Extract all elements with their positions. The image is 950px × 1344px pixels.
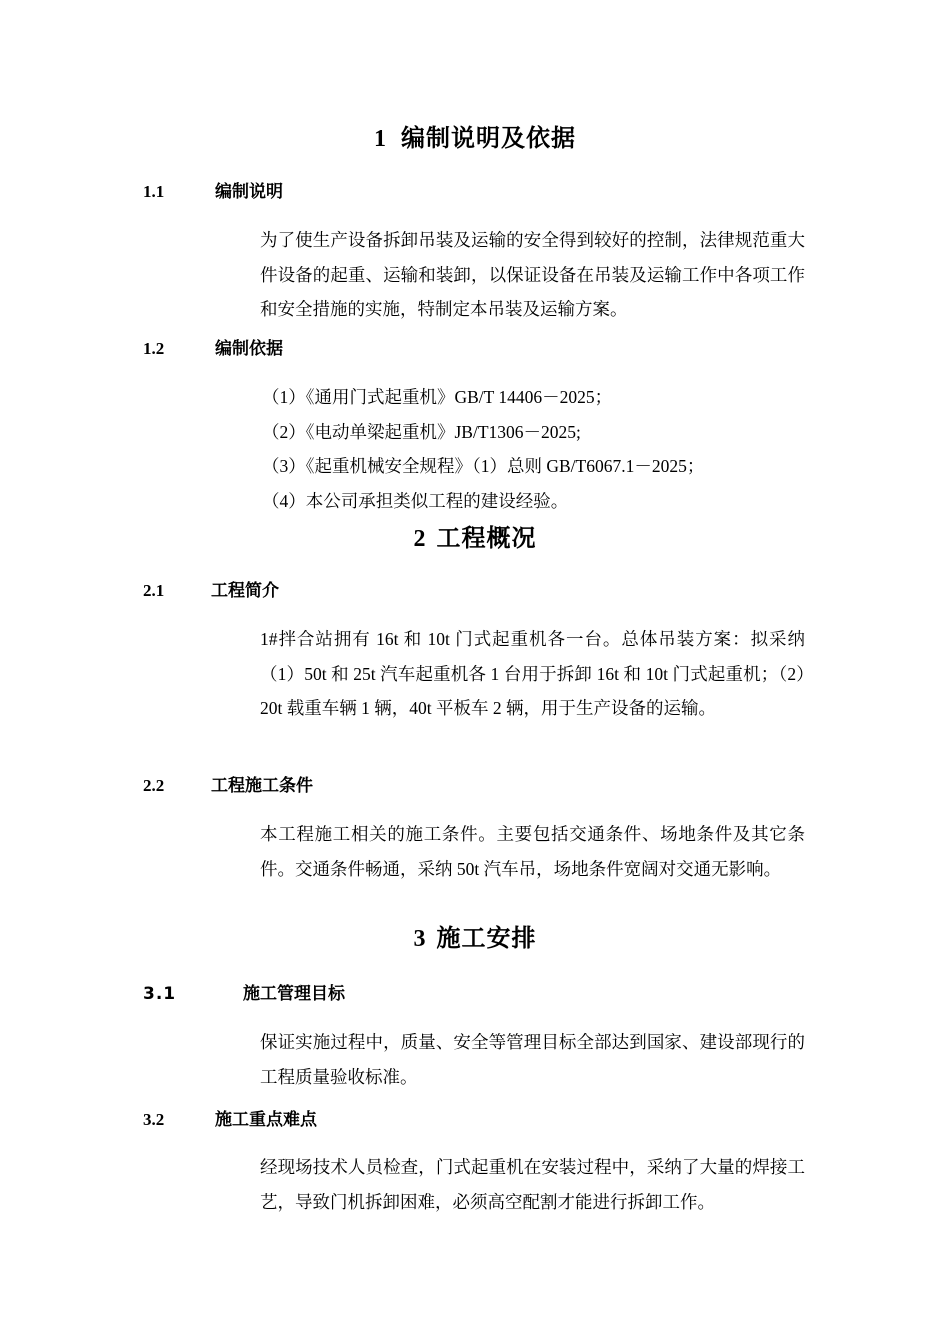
- chapter-title-text: 施工安排: [436, 926, 537, 952]
- section-number: 1.2: [143, 339, 165, 358]
- chapter-title-text: 工程概况: [436, 526, 537, 552]
- chapter-title-text: 编制说明及依据: [401, 126, 576, 152]
- list-item: （1）《通用门式起重机》GB/T 14406－2025；: [262, 387, 613, 407]
- section-title: 编制依据: [215, 339, 283, 358]
- list-item: （4）本公司承担类似工程的建设经验。: [262, 490, 569, 511]
- list-item: （3）《起重机械安全规程》（1）总则 GB/T6067.1－2025；: [262, 456, 705, 476]
- section-2-1-paragraph: 1#拌合站拥有 16t 和 10t 门式起重机各一台。总体吊装方案：拟采纳（1）50t 和 25t 汽车起重机各 1 台用于拆卸 16t 和 10t 门式起重机；（2）20t 载重车辆 1 辆，40t 平板车 2 辆，用于生产设备的运输。: [260, 629, 805, 718]
- chapter-number: 2: [413, 526, 427, 552]
- section-number: 3.1: [143, 984, 177, 1004]
- section-3-2-paragraph: 经现场技术人员检查，门式起重机在安装过程中，采纳了大量的焊接工艺，导致门机拆卸困难，必须高空配割才能进行拆卸工作。: [260, 1157, 805, 1212]
- chapter-1-title: [0, 124, 950, 154]
- chapter-3-title: [0, 924, 950, 954]
- section-3-1-paragraph: 保证实施过程中，质量、安全等管理目标全部达到国家、建设部现行的工程质量验收标准。: [260, 1032, 805, 1087]
- section-title: 工程简介: [211, 581, 279, 600]
- section-number: 2.2: [143, 776, 165, 795]
- section-title: 施工重点难点: [215, 1110, 317, 1129]
- section-2-1-heading: [143, 579, 279, 603]
- section-number: 2.1: [143, 581, 165, 600]
- section-2-2-paragraph: 本工程施工相关的施工条件。主要包括交通条件、场地条件及其它条件。交通条件畅通，采纳 50t 汽车吊，场地条件宽阔对交通无影响。: [260, 824, 805, 879]
- section-title: 工程施工条件: [211, 776, 313, 795]
- section-2-2-heading: [143, 774, 313, 798]
- section-number: 3.2: [143, 1110, 165, 1129]
- section-number: 1.1: [143, 182, 165, 201]
- reference-list: [262, 380, 822, 518]
- chapter-number: 3: [413, 926, 427, 952]
- section-3-2-heading: [143, 1108, 317, 1132]
- chapter-number: 1: [374, 126, 387, 152]
- section-3-1-heading: [143, 982, 345, 1006]
- section-1-1-heading: [143, 180, 283, 204]
- section-title: 编制说明: [215, 182, 283, 201]
- list-item: （2）《电动单梁起重机》JB/T1306－2025;: [262, 421, 581, 442]
- section-1-1-paragraph: 为了使生产设备拆卸吊装及运输的安全得到较好的控制，法律规范重大件设备的起重、运输和装卸，以保证设备在吊装及运输工作中各项工作和安全措施的实施，特制定本吊装及运输方案。: [260, 230, 805, 319]
- chapter-2-title: [0, 524, 950, 554]
- section-title: 施工管理目标: [243, 984, 345, 1003]
- section-1-2-heading: [143, 337, 283, 361]
